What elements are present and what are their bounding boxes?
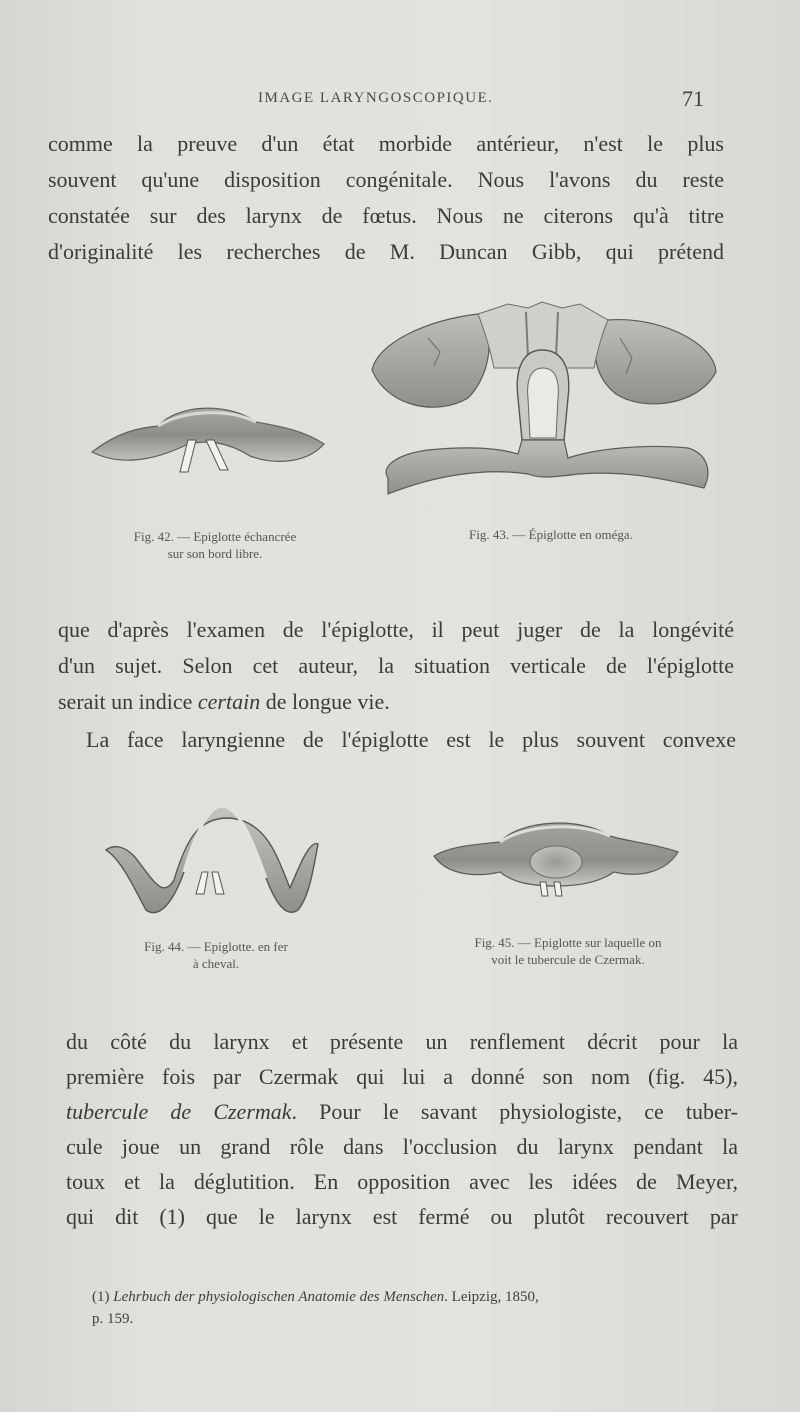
caption-line: Fig. 44. — Epiglotte. en fer: [144, 939, 288, 954]
figure-42-illustration: [88, 396, 328, 478]
figure-42-caption: [84, 528, 346, 562]
footnote-title: Lehrbuch der physiologischen Anatomie des Menschen: [113, 1289, 445, 1305]
caption-line: Fig. 45. — Epiglotte sur laquelle on: [474, 935, 662, 950]
text-run: de longue vie.: [260, 689, 390, 714]
paragraph-line: première fois par Czermak qui lui a donné son nom (fig. 45),: [66, 1064, 738, 1089]
figure-43-illustration: [368, 298, 720, 500]
text-run: . Leipzig, 1850,: [444, 1289, 539, 1305]
figure-44-illustration: [100, 800, 322, 922]
paragraph-line: qui dit (1) que le larynx est fermé ou plutôt recouvert par: [66, 1204, 738, 1229]
paragraph-line: d'un sujet. Selon cet auteur, la situation verticale de l'épiglotte: [58, 653, 734, 678]
footnote-marker: (1): [92, 1289, 114, 1305]
caption-line: sur son bord libre.: [167, 546, 263, 561]
running-head: [0, 86, 800, 116]
paragraph-line: souvent qu'une disposition congénitale. Nous l'avons du reste: [48, 167, 724, 192]
footnote-line: [92, 1286, 742, 1308]
paragraph-line: d'originalité les recherches de M. Duncan Gibb, qui prétend: [48, 239, 724, 264]
caption-line: Fig. 43. — Épiglotte en oméga.: [469, 527, 633, 542]
paragraph-line: La face laryngienne de l'épiglotte est le plus souvent convexe: [86, 727, 736, 752]
page-number: 71: [682, 86, 704, 111]
paragraph-line: que d'après l'examen de l'épiglotte, il peut juger de la longévité: [58, 617, 734, 642]
paragraph-line: constatée sur des larynx de fœtus. Nous ne citerons qu'à titre: [48, 203, 724, 228]
figure-45-caption: [420, 934, 716, 968]
paragraph-4: [66, 1024, 738, 1234]
paragraph-line: [66, 1094, 738, 1129]
paragraph-line: [58, 684, 734, 720]
caption-line: Fig. 42. — Epiglotte échancrée: [133, 529, 297, 544]
figure-45-illustration: [430, 812, 682, 898]
italic-text: certain: [197, 689, 261, 714]
paragraph-line: du côté du larynx et présente un renflement décrit pour la: [66, 1029, 738, 1054]
caption-line: voit le tubercule de Czermak.: [491, 952, 645, 967]
text-run: serait un indice: [58, 689, 198, 714]
paragraph-line: comme la preuve d'un état morbide antérieur, n'est le plus: [48, 131, 724, 156]
italic-text: tubercule de Czermak: [66, 1099, 292, 1124]
paragraph-line: cule joue un grand rôle dans l'occlusion du larynx pendant la: [66, 1134, 738, 1159]
footnote-line: p. 159.: [92, 1311, 134, 1327]
text-run: . Pour le savant physiologiste, ce tuber-: [291, 1099, 738, 1124]
paragraph-2: [58, 612, 734, 720]
paragraph-3: [86, 722, 736, 758]
footnote: [92, 1286, 742, 1330]
paragraph-line: toux et la déglutition. En opposition avec les idées de Meyer,: [66, 1169, 738, 1194]
figure-44-caption: [96, 938, 336, 972]
figure-43-caption: [420, 526, 682, 543]
running-head-title: IMAGE LARYNGOSCOPIQUE.: [258, 90, 494, 106]
paragraph-1: [48, 126, 724, 270]
caption-line: à cheval.: [192, 956, 240, 971]
